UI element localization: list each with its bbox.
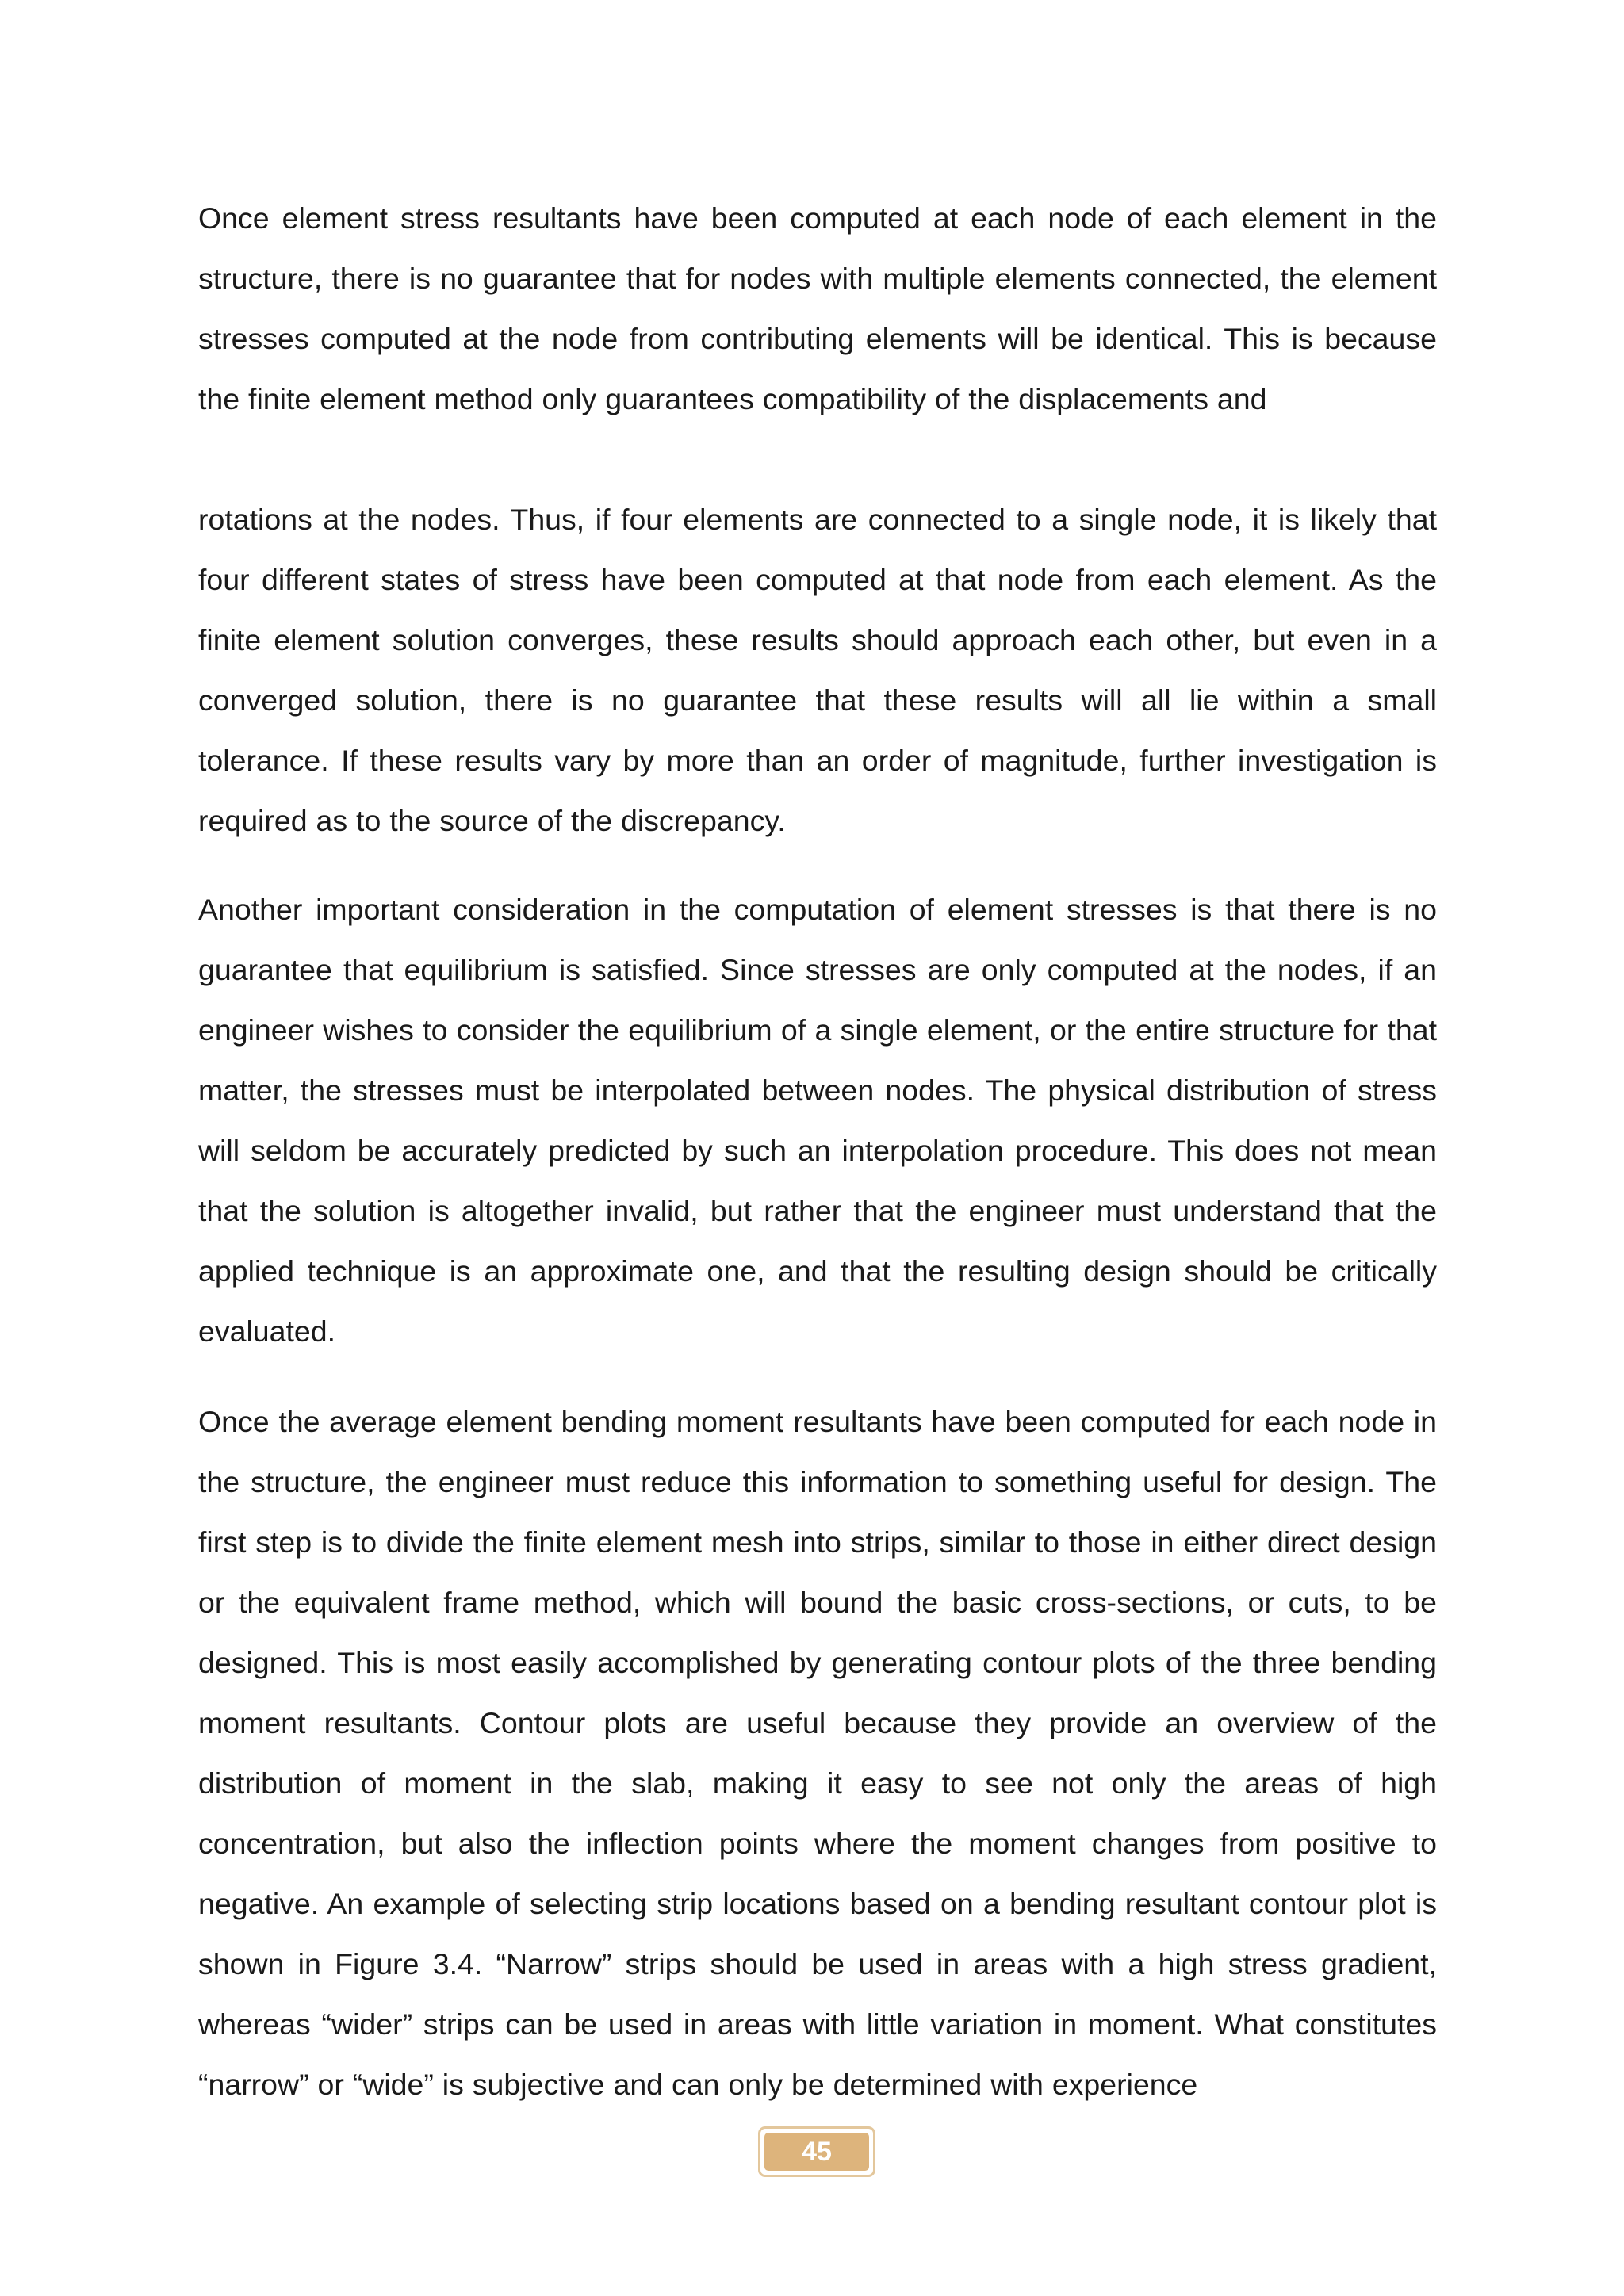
page-number-badge: [758, 2126, 875, 2177]
paragraph: Once the average element bending moment resultants have been computed for each node in the structure, the engineer must reduce this information to something useful for design. The first step is to divide the finite element mesh into strips, similar to those in either direct design or the equivalent frame method, which will bound the basic cross-sections, or cuts, to be designed. This is most easily accomplished by generating contour plots of the three bending moment resultants. Contour plots are useful because they provide an overview of the distribution of moment in the slab, making it easy to see not only the areas of high concentration, but also the inflection points where the moment changes from positive to negative. An example of selecting strip locations based on a bending resultant contour plot is shown in Figure 3.4. “Narrow” strips should be used in areas with a high stress gradient, whereas “wider” strips can be used in areas with little variation in moment. What constitutes “narrow” or “wide” is subjective and can only be determined with experience: [198, 1405, 1437, 2101]
paragraph: Another important consideration in the computation of element stresses is that there is no guarantee that equilibrium is satisfied. Since stresses are only computed at the nodes, if an engineer wishes to consider the equilibrium of a single element, or the entire structure for that matter, the stresses must be interpolated between nodes. The physical distribution of stress will seldom be accurately predicted by such an interpolation procedure. This does not mean that the solution is altogether invalid, but rather that the engineer must understand that the applied technique is an approximate one, and that the resulting design should be critically evaluated.: [198, 893, 1437, 1348]
paragraph: Once element stress resultants have been computed at each node of each element in the structure, there is no guarantee that for nodes with multiple elements connected, the element stresses computed at the node from contributing elements will be identical. This is because the finite element method only guarantees compatibility of the displacements and: [198, 201, 1437, 415]
page-number: 45: [802, 2136, 832, 2167]
paragraph: rotations at the nodes. Thus, if four elements are connected to a single node, it is likely that four different states of stress have been computed at that node from each element. As the finite element solution converges, these results should approach each other, but even in a converged solution, there is no guarantee that these results will all lie within a small tolerance. If these results vary by more than an order of magnitude, further investigation is required as to the source of the discrepancy.: [198, 503, 1437, 837]
